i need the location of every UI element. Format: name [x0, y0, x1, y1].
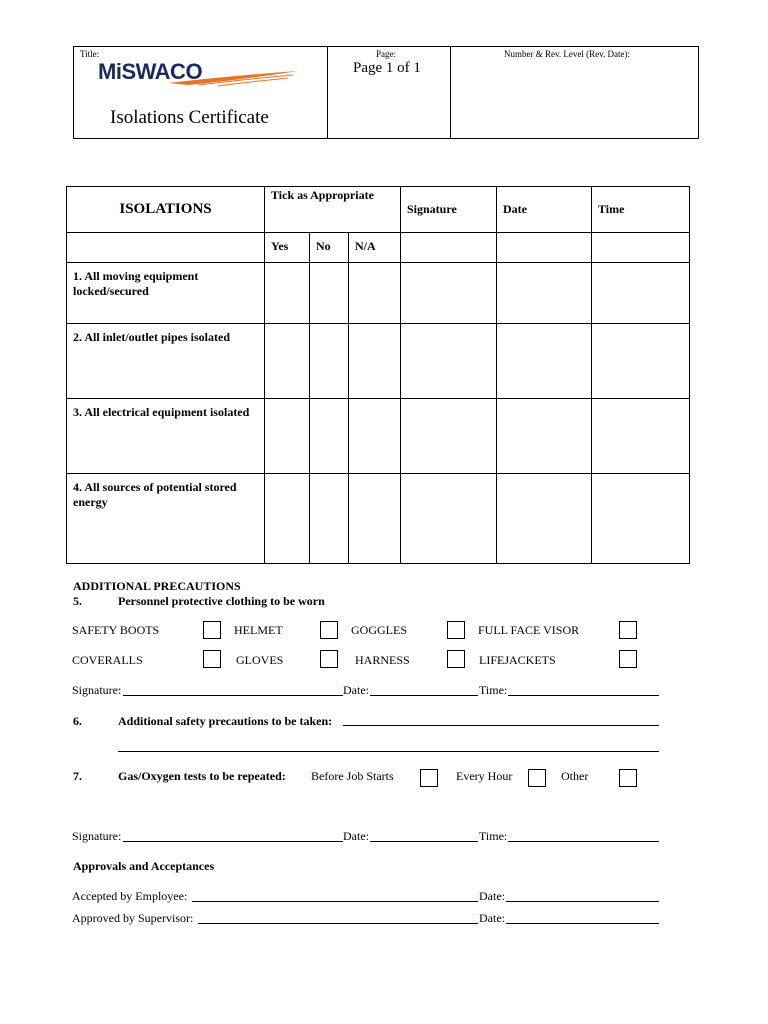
safety-boots-checkbox[interactable] — [203, 621, 221, 639]
empty-cell — [497, 233, 592, 263]
signature-label: Signature: — [72, 683, 122, 697]
yes-cell[interactable] — [265, 399, 310, 474]
approvals-heading: Approvals and Acceptances — [73, 859, 215, 873]
revision-label: Number & Rev. Level (Rev. Date): — [504, 49, 631, 59]
yes-header: Yes — [265, 233, 310, 263]
na-cell[interactable] — [349, 474, 401, 564]
employee-label: Accepted by Employee: — [72, 889, 188, 903]
ppe-label: GLOVES — [236, 653, 284, 667]
date-line[interactable] — [370, 695, 478, 696]
header-divider — [450, 47, 451, 138]
test-option-label: Every Hour — [456, 769, 513, 783]
yes-cell[interactable] — [265, 474, 310, 564]
ppe-label: SAFETY BOOTS — [72, 623, 160, 637]
coveralls-checkbox[interactable] — [203, 650, 221, 668]
harness-checkbox[interactable] — [447, 650, 465, 668]
item5-text: Personnel protective clothing to be worn — [118, 594, 325, 608]
header-divider — [327, 47, 328, 138]
date-line[interactable] — [506, 901, 659, 902]
test-option-label: Before Job Starts — [311, 769, 394, 783]
yes-cell[interactable] — [265, 263, 310, 324]
yes-cell[interactable] — [265, 324, 310, 399]
precautions-line[interactable] — [343, 725, 659, 726]
item7-text: Gas/Oxygen tests to be repeated: — [118, 769, 286, 783]
tick-header: Tick as Appropriate — [265, 187, 401, 233]
time-label: Time: — [479, 829, 508, 843]
time-cell[interactable] — [592, 399, 690, 474]
isolation-item: 3. All electrical equipment isolated — [67, 399, 265, 474]
isolations-table — [66, 186, 690, 564]
na-cell[interactable] — [349, 399, 401, 474]
supervisor-signature-line[interactable] — [198, 923, 478, 924]
ppe-label: HARNESS — [355, 653, 410, 667]
time-cell[interactable] — [592, 474, 690, 564]
no-cell[interactable] — [310, 474, 349, 564]
signature-label: Signature: — [72, 829, 122, 843]
time-line[interactable] — [508, 695, 659, 696]
date-line[interactable] — [506, 923, 659, 924]
no-cell[interactable] — [310, 399, 349, 474]
time-line[interactable] — [508, 841, 659, 842]
ppe-label: FULL FACE VISOR — [478, 623, 580, 637]
ppe-label: GOGGLES — [351, 623, 407, 637]
every-hour-checkbox[interactable] — [528, 769, 546, 787]
miswaco-logo — [98, 57, 308, 87]
item6-text: Additional safety precautions to be taken: — [118, 714, 333, 728]
signature-cell[interactable] — [401, 399, 497, 474]
before-job-starts-checkbox[interactable] — [420, 769, 438, 787]
page-number: Page 1 of 1 — [353, 60, 421, 76]
date-line[interactable] — [370, 841, 478, 842]
date-cell[interactable] — [497, 263, 592, 324]
precautions-heading: ADDITIONAL PRECAUTIONS — [73, 579, 241, 593]
signature-header: Signature — [401, 187, 497, 233]
no-cell[interactable] — [310, 324, 349, 399]
na-cell[interactable] — [349, 324, 401, 399]
no-header: No — [310, 233, 349, 263]
time-cell[interactable] — [592, 324, 690, 399]
lifejackets-checkbox[interactable] — [619, 650, 637, 668]
empty-cell — [592, 233, 690, 263]
time-header: Time — [592, 187, 690, 233]
ppe-label: HELMET — [234, 623, 283, 637]
date-cell[interactable] — [497, 324, 592, 399]
title-label: Title: — [80, 49, 100, 59]
employee-signature-line[interactable] — [192, 901, 478, 902]
time-label: Time: — [479, 683, 508, 697]
signature-cell[interactable] — [401, 474, 497, 564]
na-cell[interactable] — [349, 263, 401, 324]
svg-text:MiSWACO: MiSWACO — [98, 59, 203, 84]
date-label: Date: — [343, 683, 369, 697]
page-label: Page: — [376, 49, 396, 59]
date-label: Date: — [479, 911, 505, 925]
document-title: Isolations Certificate — [110, 107, 269, 128]
empty-cell — [67, 233, 265, 263]
isolation-item: 1. All moving equipment locked/secured — [67, 263, 265, 324]
precautions-line[interactable] — [118, 751, 659, 752]
goggles-checkbox[interactable] — [447, 621, 465, 639]
document-header — [73, 46, 699, 139]
empty-cell — [401, 233, 497, 263]
ppe-label: LIFEJACKETS — [479, 653, 556, 667]
item6-number: 6. — [73, 714, 82, 728]
no-cell[interactable] — [310, 263, 349, 324]
date-label: Date: — [343, 829, 369, 843]
signature-cell[interactable] — [401, 324, 497, 399]
other-checkbox[interactable] — [619, 769, 637, 787]
gloves-checkbox[interactable] — [320, 650, 338, 668]
signature-cell[interactable] — [401, 263, 497, 324]
signature-line[interactable] — [123, 841, 343, 842]
date-cell[interactable] — [497, 474, 592, 564]
time-cell[interactable] — [592, 263, 690, 324]
isolation-item: 2. All inlet/outlet pipes isolated — [67, 324, 265, 399]
item5-number: 5. — [73, 594, 82, 608]
date-cell[interactable] — [497, 399, 592, 474]
test-option-label: Other — [561, 769, 589, 783]
full-face-visor-checkbox[interactable] — [619, 621, 637, 639]
date-label: Date: — [479, 889, 505, 903]
na-header: N/A — [349, 233, 401, 263]
item7-number: 7. — [73, 769, 82, 783]
signature-line[interactable] — [123, 695, 343, 696]
supervisor-label: Approved by Supervisor: — [72, 911, 194, 925]
date-header: Date — [497, 187, 592, 233]
isolations-heading: ISOLATIONS — [67, 187, 265, 233]
ppe-label: COVERALLS — [72, 653, 143, 667]
helmet-checkbox[interactable] — [320, 621, 338, 639]
isolation-item: 4. All sources of potential stored energy — [67, 474, 265, 564]
